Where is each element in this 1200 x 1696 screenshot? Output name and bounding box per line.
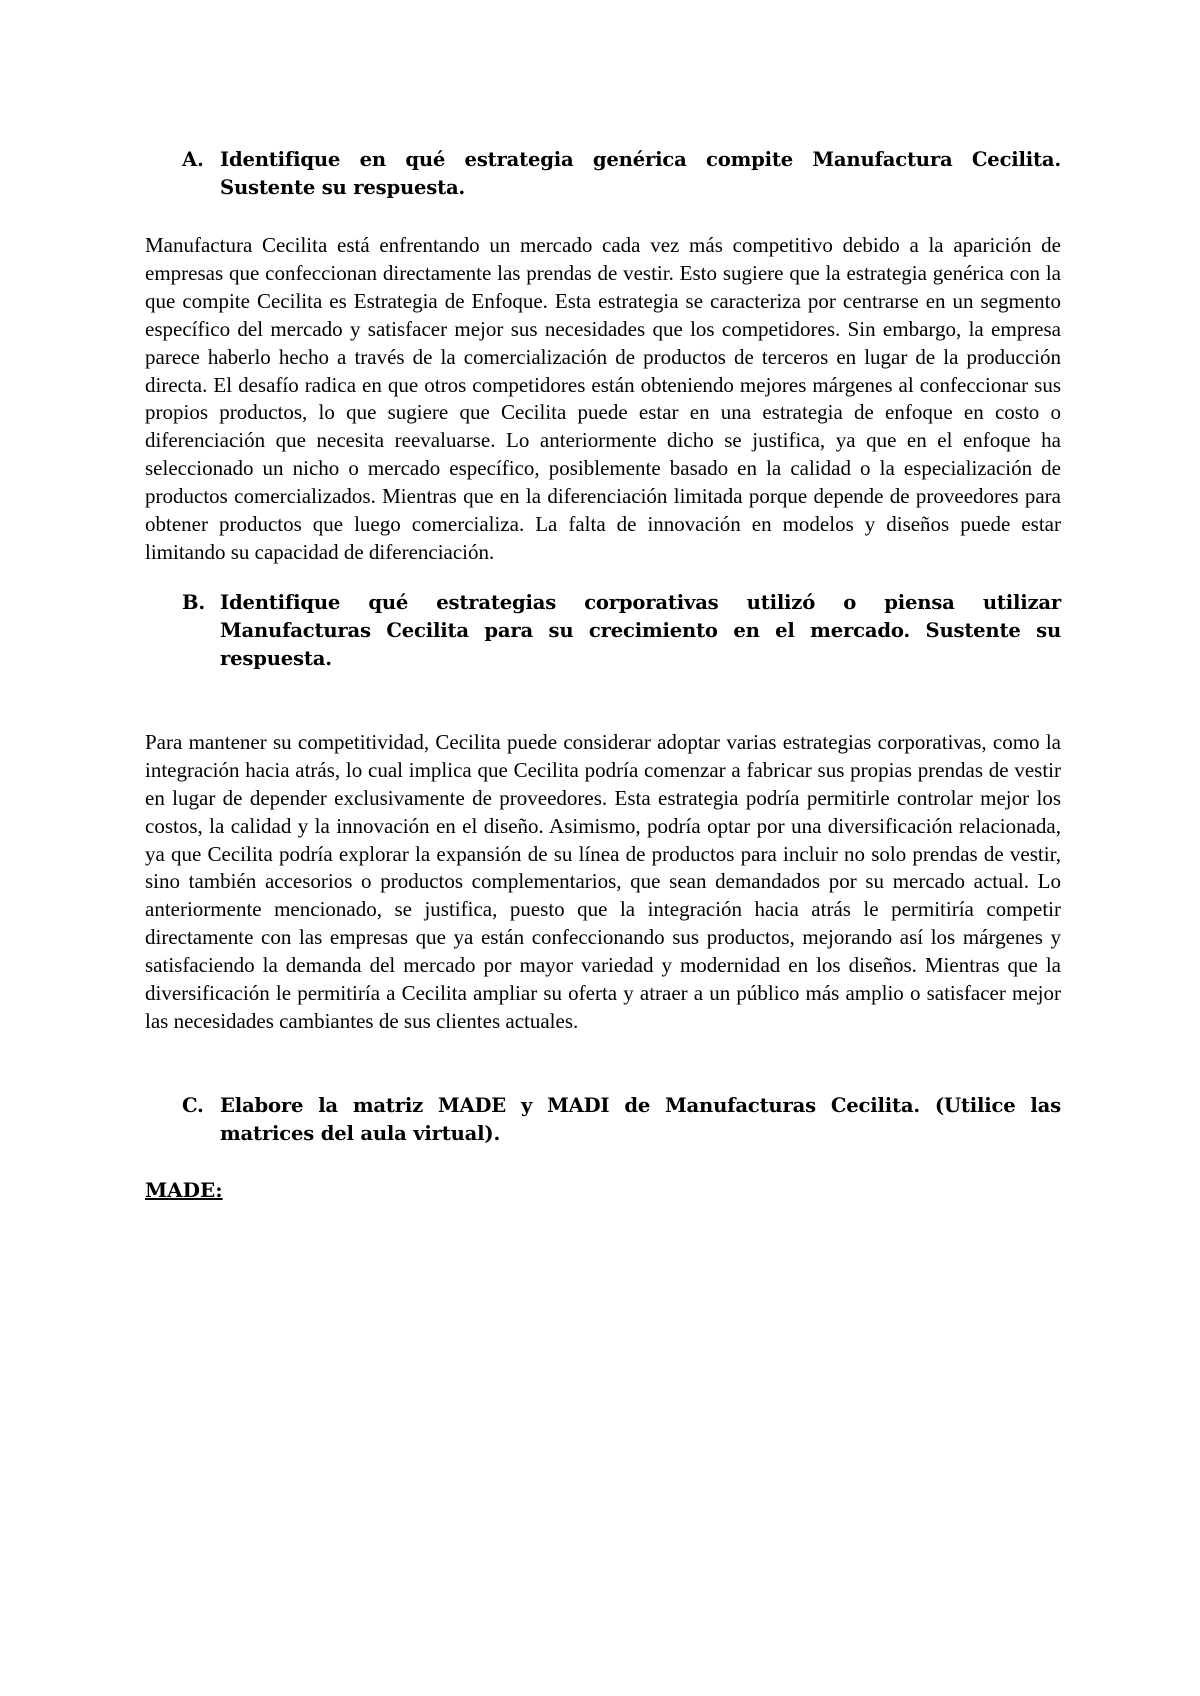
made-label: MADE: xyxy=(145,1177,223,1202)
answer-a-paragraph: Manufactura Cecilita está enfrentando un mercado cada vez más competitivo debido a la aparición de empresas que confeccionan directamente las prendas de vestir. Esto sugiere que la estrategia genérica con la que compite Cecilita es Estrategia de Enfoque. Esta estrategia se caracteriza por centrarse en un segmento específico del mercado y satisfacer mejor sus necesidades que los competidores. Sin embargo, la empresa parece haberlo hecho a través de la comercialización de productos de terceros en lugar de la producción directa. El desafío radica en que otros competidores están obteniendo mejores márgenes al confeccionar sus propios productos, lo que sugiere que Cecilita puede estar en una estrategia de enfoque en costo o diferenciación que necesita reevaluarse. Lo anteriormente dicho se justifica, ya que en el enfoque ha seleccionado un nicho o mercado específico, posiblemente basado en la calidad o la especialización de productos comercializados. Mientras que en la diferenciación limitada porque depende de proveedores para obtener productos que luego comercializa. La falta de innovación en modelos y diseños puede estar limitando su capacidad de diferenciación. xyxy=(145,233,1061,564)
question-c xyxy=(145,1092,1061,1148)
question-a-text: Identifique en qué estrategia genérica compite Manufactura Cecilita. Sustente su respuesta. xyxy=(220,148,1061,199)
question-b-text: Identifique qué estrategias corporativas utilizó o piensa utilizar Manufacturas Cecilita para su crecimiento en el mercado. Sustente su respuesta. xyxy=(220,590,1061,670)
question-c-text: Elabore la matriz MADE y MADI de Manufacturas Cecilita. (Utilice las matrices del aula virtual). xyxy=(220,1093,1061,1145)
question-c-letter: C. xyxy=(182,1093,204,1117)
question-a xyxy=(145,146,1061,202)
question-a-letter: A. xyxy=(182,148,204,171)
question-b-letter: B. xyxy=(182,590,205,614)
document-content xyxy=(145,146,1061,1204)
answer-b-paragraph: Para mantener su competitividad, Cecilita puede considerar adoptar varias estrategias corporativas, como la integración hacia atrás, lo cual implica que Cecilita podría comenzar a fabricar sus propias prendas de vestir en lugar de depender exclusivamente de proveedores. Esta estrategia podría permitirle controlar mejor los costos, la calidad y la innovación en el diseño. Asimismo, podría optar por una diversificación relacionada, ya que Cecilita podría explorar la expansión de su línea de productos para incluir no solo prendas de vestir, sino también accesorios o productos complementarios, que sean demandados por su mercado actual. Lo anteriormente mencionado, se justifica, puesto que la integración hacia atrás le permitiría competir directamente con las empresas que ya están confeccionando sus productos, mejorando así los márgenes y satisfaciendo la demanda del mercado por mayor variedad y modernidad en los diseños. Mientras que la diversificación le permitiría a Cecilita ampliar su oferta y atraer a un público más amplio o satisfacer mejor las necesidades cambiantes de sus clientes actuales. xyxy=(145,729,1061,1033)
question-b xyxy=(145,589,1061,673)
